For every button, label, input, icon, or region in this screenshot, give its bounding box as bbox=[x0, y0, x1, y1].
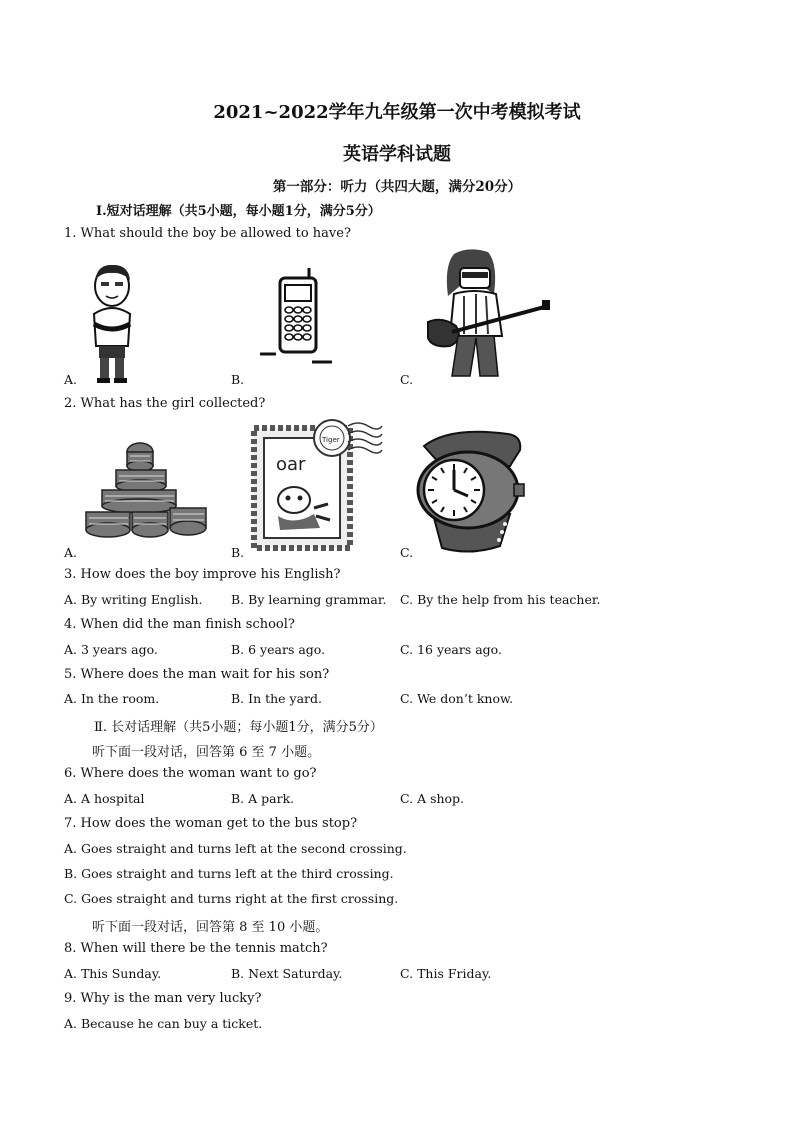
part-heading: 第一部分：听力（共四大题，满分20分） bbox=[272, 179, 522, 195]
q3-option-a: A. By writing English. bbox=[64, 592, 203, 607]
question-1: 1. What should the boy be allowed to have? bbox=[64, 226, 351, 241]
section2-heading: Ⅱ. 长对话理解（共5小题；每小题1分，满分5分） bbox=[94, 720, 383, 735]
question-2: 2. What has the girl collected? bbox=[64, 396, 266, 411]
q2-option-c: C. bbox=[400, 545, 414, 560]
watch-picture bbox=[410, 426, 536, 556]
question-3: 3. How does the boy improve his English? bbox=[64, 567, 341, 582]
q8-option-a: A. This Sunday. bbox=[64, 966, 162, 981]
q1-option-b: B. bbox=[231, 372, 245, 387]
question-9: 9. Why is the man very lucky? bbox=[64, 991, 262, 1006]
q8-option-c: C. This Friday. bbox=[400, 966, 492, 981]
mobile-phone-picture bbox=[256, 266, 336, 366]
q4-option-a: A. 3 years ago. bbox=[64, 642, 158, 657]
question-5: 5. Where does the man wait for his son? bbox=[64, 667, 330, 682]
q5-option-b: B. In the yard. bbox=[231, 691, 323, 706]
q2-option-a: A. bbox=[64, 545, 78, 560]
guitar-player-picture bbox=[418, 246, 552, 380]
stamp-picture bbox=[250, 416, 384, 552]
q4-option-b: B. 6 years ago. bbox=[231, 642, 326, 657]
q5-option-a: A. In the room. bbox=[64, 691, 160, 706]
q9-option-a: A. Because he can buy a ticket. bbox=[64, 1016, 263, 1031]
section2-instruction-1: 听下面一段对话，回答第 6 至 7 小题。 bbox=[92, 745, 321, 760]
q7-option-c: C. Goes straight and turns right at the first crossing. bbox=[64, 891, 399, 906]
q1-option-a: A. bbox=[64, 372, 78, 387]
section1-heading: Ⅰ.短对话理解（共5小题，每小题1分，满分5分） bbox=[96, 204, 381, 219]
boy-picture bbox=[84, 262, 140, 384]
q7-option-b: B. Goes straight and turns left at the third crossing. bbox=[64, 866, 394, 881]
q7-option-a: A. Goes straight and turns left at the second crossing. bbox=[64, 841, 407, 856]
question-6: 6. Where does the woman want to go? bbox=[64, 766, 317, 781]
postmark-text: Tiger bbox=[322, 436, 340, 444]
q6-option-c: C. A shop. bbox=[400, 791, 465, 806]
exam-subtitle: 英语学科试题 bbox=[343, 144, 451, 165]
q5-option-c: C. We don’t know. bbox=[400, 691, 514, 706]
q6-option-b: B. A park. bbox=[231, 791, 295, 806]
question-4: 4. When did the man finish school? bbox=[64, 617, 295, 632]
question-7: 7. How does the woman get to the bus stop? bbox=[64, 816, 358, 831]
exam-title: 2021~2022学年九年级第一次中考模拟考试 bbox=[213, 102, 581, 123]
coins-picture bbox=[84, 436, 210, 540]
q6-option-a: A. A hospital bbox=[64, 791, 145, 806]
section2-instruction-2: 听下面一段对话，回答第 8 至 10 小题。 bbox=[92, 920, 329, 935]
q3-option-b: B. By learning grammar. bbox=[231, 592, 387, 607]
question-8: 8. When will there be the tennis match? bbox=[64, 941, 328, 956]
q2-option-b: B. bbox=[231, 545, 245, 560]
q4-option-c: C. 16 years ago. bbox=[400, 642, 502, 657]
q1-option-c: C. bbox=[400, 372, 414, 387]
stamp-lettering: oar bbox=[276, 454, 306, 475]
q8-option-b: B. Next Saturday. bbox=[231, 966, 343, 981]
q3-option-c: C. By the help from his teacher. bbox=[400, 592, 601, 607]
